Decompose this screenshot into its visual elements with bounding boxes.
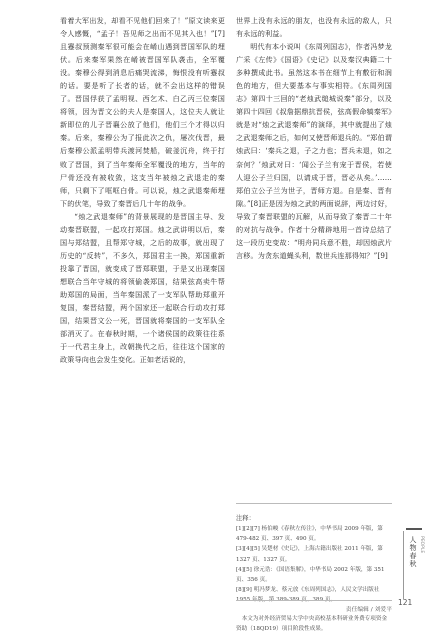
note-item: [1][2][7] 杨伯峻《春秋左传注》，中华书局 2009 年版，第 479-482 页、397 页、490 页。 [236, 526, 383, 543]
section-tab-sublabel: PEOPLE [419, 536, 424, 554]
notes-divider [236, 503, 392, 504]
editor-credit: 责任编辑 / 刘爱平 [345, 606, 392, 613]
page-number: 121 [398, 598, 413, 607]
fund-statement: 本文为对外经济贸易大学中央高校基本科研业务费专项资金资助（18QD19）项目阶段性成果。 [236, 615, 388, 632]
body-paragraph: “烛之武退秦师”的背景展现的是晋国主导、发动秦晋联盟，一起攻打郑国。烛之武讲明以后，秦国与郑结盟，且帮郑守城，之后的故事，就出现了历史的“反转”，不多久，郑国君主一换，郑国重新投靠了晋国，就变成了晋郑联盟，于是又出现秦国想联合当年守城的将领偷袭郑国，结果弦高卖牛帮助郑国的局面，当年秦国派了一支军队帮助郑重开复国，秦晋结盟，两个国家还一起联合行动攻打郑国，结果晋文公一死，晋国就将秦国的一支军队全部消灭了。在春秋时期，一个诸侯国的政策往往系于一代君主身上，改朝换代之后，往往这个国家的政策导向也会发生变化。正如老话说的， [60, 211, 225, 365]
note-item: [8][9] 明冯梦龙、蔡元放《东周列国志》，人民文学出版社 1955 年版，第 389-389 页、389 页。 [236, 587, 380, 604]
note-item: [4][5] 徐元诰：《国语集解》，中华书局 2002 年版，第 351 页、356 页。 [236, 566, 385, 584]
body-paragraph: 世界上没有永远的朋友，也没有永远的敌人，只有永远的利益。 [236, 16, 392, 39]
page-footer [236, 600, 392, 615]
section-tab-label: 人物春秋 [409, 536, 417, 568]
note-item: [3][4][5] 吴楚材《史记》，上海古籍出版社 2011 年版，第 1327 页、1327 页。 [236, 546, 383, 563]
section-tab-bar [406, 528, 422, 530]
right-column [236, 14, 392, 262]
notes-title: 注释： [236, 515, 255, 522]
body-paragraph: 明代有本小说叫《东周列国志》，作者冯梦龙广采《左传》《国语》《史记》以及秦汉典籍二十多种撰成此书。虽然这本书在细节上有敷衍和润色的地方，但大要基本与事实相符。《东周列国志》第四十三回的“老烛武缒城说秦”部分，以及第四十四回《叔詹据鼎抗晋侯，弦高假命犒秦军》就是对“烛之武退秦师”的演绎，其中就提出了烛之武退秦师之后，如何又使晋师退兵的。“郑伯谓烛武曰：‘秦兵之退，子之力也；晋兵未退，如之奈何？’烛武对曰：‘闻公子兰有宠于晋侯，若使人迎公子兰归国，以请成于晋，晋必从矣。’……郑伯立公子兰为世子，晋师方退。自是秦、晋有隙。”[8]正是因为烛之武的两面说辞，两边讨好，导致了秦晋联盟的瓦解，从而导致了秦晋二十年的对抗与战争。作者十分精辟地用一首诗总结了这一段历史变故：“明舟同兵意不胜，却因烛武片言移。为贪东道蝇头利，数世兵连那得知？”[9] [236, 42, 392, 260]
body-paragraph: 看着大军出发，却看不见他们回来了！”原文读来更令人感慨，“孟子！吾见师之出而不见其入也！”[7]且蹇叔预测秦军很可能会在崤山遇到晋国军队的埋伏。后来秦军果然在崤被晋国军队袭击，全军覆没。秦穆公得到消息后痛哭流涕，悔恨没有听蹇叔的话。要是听了长者的话，就不会出这样的错误了。晋国俘获了孟明视、西乞术、白乙丙三位秦国将领，因为晋文公的夫人是秦国人，这位夫人就让新即位的儿子晋襄公放了他们，他们三个才得以归秦。后来，秦穆公为了报此次之仇，屡次伐晋，最后秦穆公派孟明带兵渡河焚船，破釜沉舟，终于打败了晋国，到了当年秦师全军覆没的地方，当年的尸骨还没有被收敛，这支当年被烛之武退走的秦师，只剩下了哐哐白骨。可以说，烛之武退秦师埋下的伏笔，导致了秦晋后几十年的战争。 [60, 16, 225, 208]
left-column [60, 14, 225, 366]
